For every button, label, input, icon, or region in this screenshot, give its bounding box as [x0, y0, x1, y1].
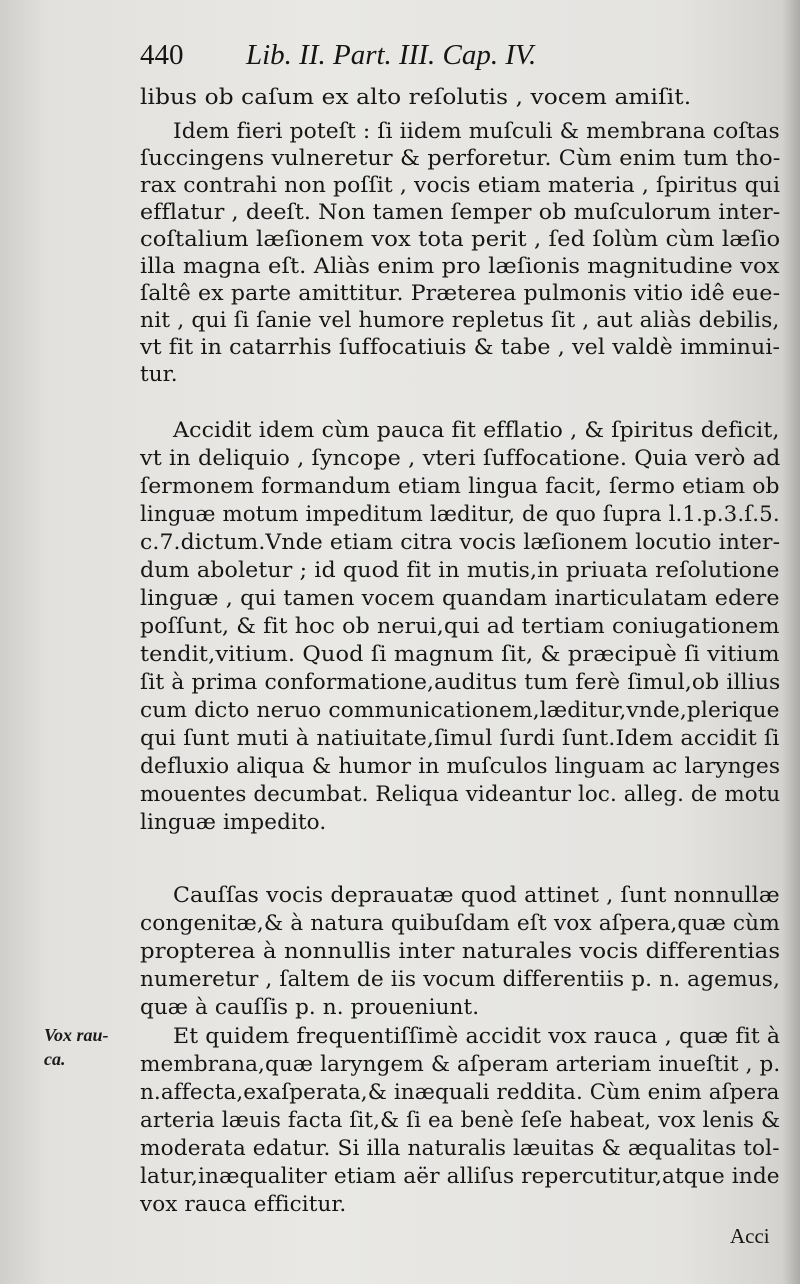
- text-line: linguæ motum impeditum læditur, de quo ſupra l.1.p.3.ſ.5.: [140, 502, 780, 527]
- text-line: nit , qui ſi ſanie vel humore repletus ſit , aut aliàs debilis,: [140, 308, 780, 333]
- text-line: latur,inæqualiter etiam aër alliſus repercutitur,atque inde: [140, 1164, 780, 1189]
- text-line: tur.: [140, 362, 178, 387]
- text-line: n.affecta,exaſperata,& inæquali reddita. Cùm enim aſpera: [140, 1080, 780, 1105]
- text-line: ſermonem formandum etiam lingua facit, ſermo etiam ob: [140, 474, 780, 499]
- text-line: congenitæ,& à natura quibuſdam eſt vox aſpera,quæ cùm: [140, 911, 780, 936]
- text-line: defluxio aliqua & humor in muſculos linguam ac larynges: [140, 754, 781, 779]
- text-line: vox rauca efficitur.: [140, 1192, 347, 1217]
- text-line: cum dicto neruo communicationem,læditur,vnde,plerique: [140, 698, 780, 723]
- text-line: ſuccingens vulneretur & perforetur. Cùm enim tum tho-: [140, 146, 781, 171]
- text-line: vt fit in catarrhis ſuffocatiuis & tabe , vel valdè imminui-: [140, 335, 781, 360]
- text-line: arteria læuis facta ſit,& ſi ea benè ſeſe habeat, vox lenis &: [140, 1108, 781, 1133]
- text-line: libus ob caſum ex alto reſolutis , vocem amiſit.: [140, 85, 692, 110]
- text-line: ſit à prima conformatione,auditus tum ferè ſimul,ob illius: [140, 670, 781, 695]
- text-line: Accidit idem cùm pauca fit efflatio , & ſpiritus deficit,: [173, 418, 780, 443]
- running-title: Lib. II. Part. III. Cap. IV.: [246, 39, 537, 71]
- text-line: c.7.dictum.Vnde etiam citra vocis læſionem locutio inter-: [140, 530, 781, 555]
- text-line: poſſunt, & fit hoc ob nerui,qui ad tertiam coniugationem: [140, 614, 780, 639]
- margin-note-line-1: Vox rau-: [44, 1025, 109, 1045]
- text-line: Et quidem frequentiſſimè accidit vox rauca , quæ fit à: [173, 1024, 781, 1049]
- running-head: [140, 38, 690, 72]
- text-line: mouentes decumbat. Reliqua videantur loc. alleg. de motu: [140, 782, 781, 807]
- text-line: efflatur , deeſt. Non tamen ſemper ob muſculorum inter-: [140, 200, 781, 225]
- text-line: Cauſſas vocis deprauatæ quod attinet , ſunt nonnullæ: [173, 883, 780, 908]
- page-number: 440: [140, 39, 184, 71]
- text-line: qui ſunt muti à natiuitate,ſimul ſurdi ſunt.Idem accidit ſi: [140, 726, 780, 751]
- text-line: illa magna eſt. Aliàs enim pro læſionis magnitudine vox: [140, 254, 780, 279]
- text-line: linguæ , qui tamen vocem quandam inarticulatam edere: [140, 586, 780, 611]
- text-line: linguæ impedito.: [140, 810, 327, 835]
- text-line: moderata edatur. Si illa naturalis læuitas & æqualitas tol-: [140, 1136, 780, 1161]
- text-line: dum aboletur ; id quod fit in mutis,in priuata reſolutione: [140, 558, 780, 583]
- text-line: ſaltê ex parte amittitur. Præterea pulmonis vitio idê eue-: [140, 281, 781, 306]
- text-line: coſtalium læſionem vox tota perit , ſed ſolùm cùm læſio: [140, 227, 781, 252]
- text-line: Idem fieri poteſt : ſi iidem muſculi & membrana coſtas: [173, 119, 780, 144]
- text-line: rax contrahi non poſſit , vocis etiam materia , ſpiritus qui: [140, 173, 781, 198]
- margin-note-line-2: ca.: [44, 1049, 66, 1069]
- text-line: propterea à nonnullis inter naturales vocis differentias: [140, 939, 781, 964]
- text-line: numeretur , ſaltem de iis vocum differentiis p. n. agemus,: [140, 967, 781, 992]
- binding-shadow: [782, 0, 800, 1284]
- catchword: Acci: [730, 1224, 770, 1248]
- text-line: membrana,quæ laryngem & aſperam arteriam inueſtit , p.: [140, 1052, 781, 1077]
- text-line: quæ à cauſſis p. n. proueniunt.: [140, 995, 480, 1020]
- text-line: vt in deliquio , ſyncope , vteri ſuffocatione. Quia verò ad: [140, 446, 781, 471]
- text-line: tendit,vitium. Quod ſi magnum ſit, & præcipuè ſi vitium: [140, 642, 780, 667]
